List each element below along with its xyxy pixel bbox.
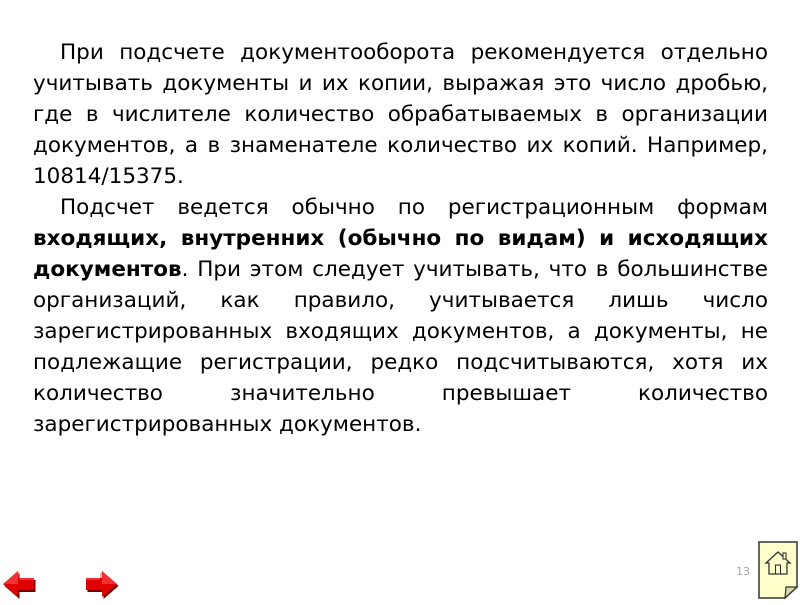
previous-slide-button[interactable]: [0, 567, 36, 601]
paragraph-document-counting: [33, 37, 768, 192]
paragraph2-end: . При этом следует учитывать, что в большинстве организаций, как правило, учитывается лишь число зарегистрированных входящих документов, а документы, не подлежащие регистрации, редко подсчитываются, хотя их количество значительно превышает количество зарегистрированных документов.: [33, 257, 768, 437]
paragraph1-text: При подсчете документооборота рекомендуется отдельно учитывать документы и их копии, выражая это число дробью, где в числителе количество обрабатываемых в организации документов, а в знаменателе количество их копий. Например, 10814/15375.: [33, 40, 768, 189]
slide-body: [33, 37, 768, 440]
home-button[interactable]: [757, 540, 800, 600]
paragraph2-start: Подсчет ведется обычно по регистрационным формам: [60, 195, 768, 220]
home-icon: [757, 540, 800, 600]
next-slide-button[interactable]: [84, 567, 120, 601]
paragraph-registration-forms: [33, 192, 768, 440]
arrow-left-icon: [0, 567, 36, 601]
paragraph2-bold: входящих, внутренних (обычно по видам) и исходящих документов: [33, 226, 768, 282]
slide-number: 13: [736, 565, 750, 578]
arrow-right-icon: [84, 567, 120, 601]
